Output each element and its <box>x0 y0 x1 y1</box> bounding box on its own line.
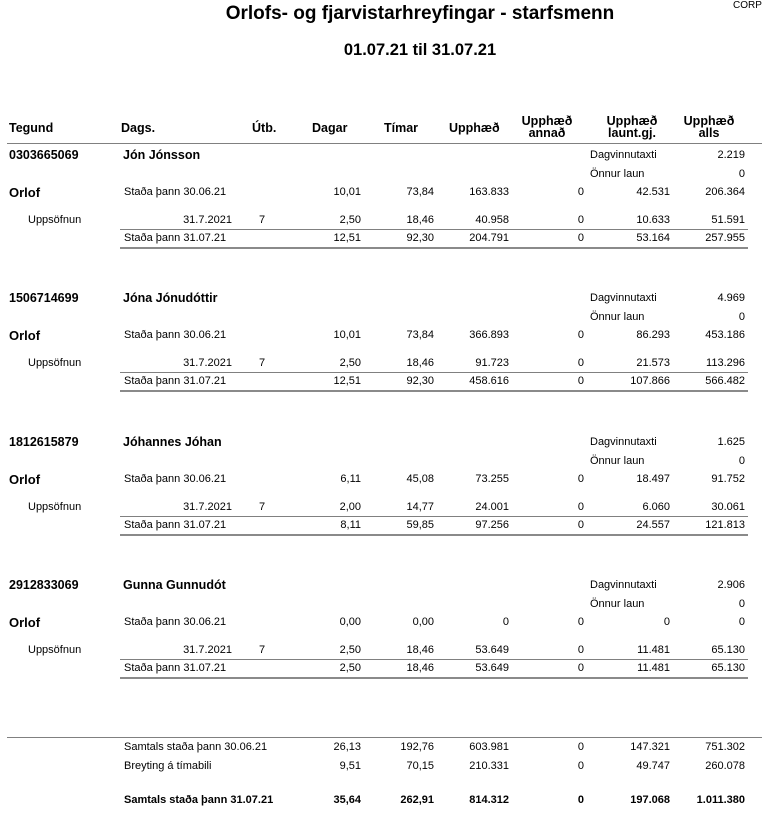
header-upphaed-launt <box>596 115 668 139</box>
onnur-laun-label: Önnur laun <box>590 597 645 610</box>
end-balance-label: Staða þann 31.07.21 <box>124 375 227 388</box>
end-timar: 59,85 <box>406 518 434 531</box>
accrual-dagar: 2,00 <box>339 500 361 513</box>
start-annad: 0 <box>577 472 584 485</box>
start-upphaed: 163.833 <box>469 186 509 198</box>
onnur-laun-value: 0 <box>738 454 745 467</box>
accrual-timar: 18,46 <box>406 643 434 656</box>
employee-name: Jóna Jónudóttir <box>123 291 218 306</box>
employee-id: 1506714699 <box>9 291 79 306</box>
start-launt: 42.531 <box>636 186 670 198</box>
accrual-annad: 0 <box>577 214 584 226</box>
end-annad: 0 <box>577 518 584 531</box>
totals-annad: 0 <box>577 760 584 772</box>
end-timar: 92,30 <box>406 375 434 388</box>
end-launt: 107.866 <box>630 375 670 388</box>
dagvinnutaxti-label: Dagvinnutaxti <box>590 435 657 448</box>
header-utb: Útb. <box>252 121 277 135</box>
employee-id: 1812615879 <box>9 434 79 449</box>
accrual-utb: 7 <box>259 500 266 513</box>
onnur-laun-label: Önnur laun <box>590 454 645 467</box>
end-launt: 11.481 <box>637 661 670 674</box>
type-orlof: Orlof <box>9 185 41 200</box>
header-upphaed-launt-line1: Upphæð <box>606 114 658 128</box>
end-balance-label: Staða þann 31.07.21 <box>124 661 227 674</box>
start-alls: 453.186 <box>705 329 745 342</box>
accrual-annad: 0 <box>577 500 584 513</box>
start-dagar: 10,01 <box>333 329 361 342</box>
end-divider <box>120 390 748 392</box>
start-balance-label: Staða þann 30.06.21 <box>124 186 227 198</box>
start-launt: 0 <box>663 615 670 628</box>
accrual-date: 31.7.2021 <box>183 643 232 656</box>
start-dagar: 0,00 <box>339 615 361 628</box>
accrual-divider <box>120 229 748 230</box>
accrual-divider <box>120 372 748 373</box>
totals-dagar: 26,13 <box>333 741 361 753</box>
totals-annad: 0 <box>577 794 584 806</box>
accrual-upphaed: 24.001 <box>475 500 509 513</box>
totals-alls: 751.302 <box>705 741 745 753</box>
start-annad: 0 <box>577 615 584 628</box>
employee-name: Jóhannes Jóhan <box>123 434 222 449</box>
end-upphaed: 204.791 <box>469 232 509 244</box>
accrual-dagar: 2,50 <box>339 643 361 656</box>
start-annad: 0 <box>577 186 584 198</box>
accrual-timar: 18,46 <box>406 214 434 226</box>
accrual-launt: 11.481 <box>637 643 670 656</box>
dagvinnutaxti-value: 1.625 <box>717 435 745 448</box>
header-divider <box>7 143 762 144</box>
accrual-dagar: 2,50 <box>339 214 361 226</box>
end-annad: 0 <box>577 232 584 244</box>
dagvinnutaxti-label: Dagvinnutaxti <box>590 292 657 305</box>
end-alls: 65.130 <box>711 661 745 674</box>
totals-timar: 192,76 <box>400 741 434 753</box>
accrual-alls: 51.591 <box>711 214 745 226</box>
accrual-upphaed: 53.649 <box>475 643 509 656</box>
accrual-label: Uppsöfnun <box>28 214 82 226</box>
accrual-divider <box>120 659 748 660</box>
accrual-upphaed: 40.958 <box>475 214 509 226</box>
totals-alls: 1.011.380 <box>696 794 745 806</box>
start-alls: 206.364 <box>705 186 745 198</box>
end-upphaed: 97.256 <box>475 518 509 531</box>
start-upphaed: 0 <box>502 615 509 628</box>
accrual-divider <box>120 516 748 517</box>
onnur-laun-value: 0 <box>738 168 745 180</box>
totals-divider <box>7 737 762 738</box>
end-dagar: 2,50 <box>339 661 361 674</box>
dagvinnutaxti-value: 4.969 <box>717 292 745 305</box>
end-upphaed: 458.616 <box>469 375 509 388</box>
header-upphaed: Upphæð <box>449 121 500 135</box>
end-divider <box>120 534 748 536</box>
start-launt: 18.497 <box>636 472 670 485</box>
end-alls: 566.482 <box>705 375 745 388</box>
totals-label: Samtals staða þann 30.06.21 <box>124 741 268 753</box>
header-tegund: Tegund <box>9 121 54 135</box>
start-balance-label: Staða þann 30.06.21 <box>124 329 227 342</box>
start-launt: 86.293 <box>636 329 670 342</box>
start-timar: 45,08 <box>406 472 434 485</box>
totals-label: Breyting á tímabili <box>124 760 212 772</box>
end-annad: 0 <box>577 375 584 388</box>
start-alls: 91.752 <box>711 472 745 485</box>
header-upphaed-alls-line2: alls <box>698 126 720 140</box>
totals-timar: 70,15 <box>406 760 434 772</box>
totals-timar: 262,91 <box>400 794 434 806</box>
header-upphaed-alls-line1: Upphæð <box>683 114 735 128</box>
accrual-timar: 14,77 <box>406 500 434 513</box>
accrual-launt: 6.060 <box>642 500 670 513</box>
header-upphaed-alls <box>676 115 742 139</box>
header-upphaed-annad-line1: Upphæð <box>521 114 573 128</box>
totals-upphaed: 210.331 <box>469 760 509 772</box>
end-balance-label: Staða þann 31.07.21 <box>124 232 227 244</box>
totals-label: Samtals staða þann 31.07.21 <box>124 794 274 806</box>
accrual-utb: 7 <box>259 357 266 370</box>
end-launt: 24.557 <box>636 518 670 531</box>
accrual-label: Uppsöfnun <box>28 357 82 370</box>
start-balance-label: Staða þann 30.06.21 <box>124 472 227 485</box>
end-divider <box>120 677 748 679</box>
start-timar: 73,84 <box>406 186 434 198</box>
header-upphaed-annad-line2: annað <box>528 126 566 140</box>
end-upphaed: 53.649 <box>475 661 509 674</box>
accrual-alls: 65.130 <box>711 643 745 656</box>
header-timar: Tímar <box>384 121 419 135</box>
employee-id: 0303665069 <box>9 148 79 162</box>
start-upphaed: 73.255 <box>475 472 509 485</box>
dagvinnutaxti-value: 2.219 <box>717 149 745 161</box>
totals-launt: 49.747 <box>636 760 670 772</box>
start-dagar: 6,11 <box>340 472 361 485</box>
accrual-upphaed: 91.723 <box>475 357 509 370</box>
accrual-timar: 18,46 <box>406 357 434 370</box>
accrual-annad: 0 <box>577 357 584 370</box>
end-launt: 53.164 <box>636 232 670 244</box>
accrual-date: 31.7.2021 <box>183 214 232 226</box>
start-timar: 0,00 <box>412 615 434 628</box>
employee-name: Jón Jónsson <box>123 148 201 162</box>
corner-text: CORP <box>733 0 762 11</box>
type-orlof: Orlof <box>9 471 41 487</box>
start-timar: 73,84 <box>406 329 434 342</box>
totals-alls: 260.078 <box>705 760 745 772</box>
end-timar: 18,46 <box>406 661 434 674</box>
report-period: 01.07.21 til 31.07.21 <box>343 41 497 59</box>
start-dagar: 10,01 <box>333 186 361 198</box>
dagvinnutaxti-label: Dagvinnutaxti <box>590 578 657 591</box>
totals-upphaed: 603.981 <box>469 741 509 753</box>
accrual-annad: 0 <box>577 643 584 656</box>
totals-dagar: 9,51 <box>339 760 361 772</box>
end-divider <box>120 247 748 249</box>
end-balance-label: Staða þann 31.07.21 <box>124 518 227 531</box>
totals-launt: 197.068 <box>630 794 670 806</box>
accrual-alls: 113.296 <box>706 357 745 370</box>
header-dagar: Dagar <box>312 121 348 135</box>
report-title: Orlofs- og fjarvistarhreyfingar - starfsmenn <box>225 3 615 24</box>
end-dagar: 8,11 <box>340 518 361 531</box>
dagvinnutaxti-value: 2.906 <box>717 578 745 591</box>
employee-name: Gunna Gunnudót <box>123 577 226 592</box>
end-alls: 257.955 <box>705 232 745 244</box>
header-upphaed-launt-line2: launt.gj. <box>608 126 656 140</box>
totals-dagar: 35,64 <box>333 794 361 806</box>
onnur-laun-label: Önnur laun <box>590 168 645 180</box>
onnur-laun-label: Önnur laun <box>590 311 645 324</box>
accrual-date: 31.7.2021 <box>183 357 232 370</box>
start-upphaed: 366.893 <box>469 329 509 342</box>
dagvinnutaxti-label: Dagvinnutaxti <box>590 149 657 161</box>
totals-annad: 0 <box>577 741 584 753</box>
onnur-laun-value: 0 <box>738 311 745 324</box>
accrual-date: 31.7.2021 <box>183 500 232 513</box>
end-alls: 121.813 <box>705 518 745 531</box>
end-dagar: 12,51 <box>333 375 361 388</box>
accrual-launt: 10.633 <box>636 214 670 226</box>
accrual-label: Uppsöfnun <box>28 500 82 513</box>
accrual-dagar: 2,50 <box>339 357 361 370</box>
start-balance-label: Staða þann 30.06.21 <box>124 615 227 628</box>
accrual-utb: 7 <box>259 214 266 226</box>
end-annad: 0 <box>577 661 584 674</box>
type-orlof: Orlof <box>9 614 41 630</box>
start-alls: 0 <box>738 615 745 628</box>
header-dags: Dags. <box>121 121 156 135</box>
onnur-laun-value: 0 <box>738 597 745 610</box>
header-upphaed-annad <box>514 115 580 139</box>
accrual-launt: 21.573 <box>636 357 670 370</box>
end-dagar: 12,51 <box>333 232 361 244</box>
accrual-label: Uppsöfnun <box>28 643 82 656</box>
accrual-alls: 30.061 <box>711 500 745 513</box>
totals-upphaed: 814.312 <box>469 794 509 806</box>
totals-launt: 147.321 <box>630 741 670 753</box>
end-timar: 92,30 <box>406 232 434 244</box>
start-annad: 0 <box>577 329 584 342</box>
employee-id: 2912833069 <box>9 577 79 592</box>
type-orlof: Orlof <box>9 328 41 344</box>
accrual-utb: 7 <box>259 643 266 656</box>
